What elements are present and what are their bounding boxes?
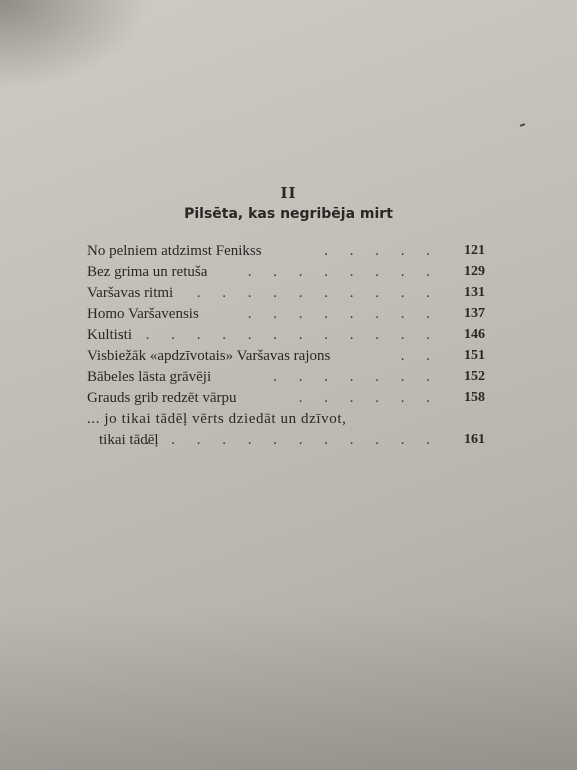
toc-entry (87, 306, 487, 327)
toc-entry-title: Varšavas ritmi (87, 285, 174, 301)
toc-entry-title: No pelniem atdzimst Fenikss (87, 243, 262, 259)
toc-entry (87, 369, 487, 390)
toc-leader-dots: . . . . . . . . . . (196, 285, 439, 301)
toc-entry-title: ... jo tikai tādēļ vērts dziedāt un dzīvot, (87, 411, 347, 427)
corner-shadow (0, 0, 150, 90)
toc-page-number: 152 (464, 369, 485, 384)
toc-entry-title: Bābeles lāsta grāvēji (87, 369, 212, 385)
toc-leader-dots: . . (400, 348, 439, 364)
toc-leader-dots: . . . . . . . . (247, 306, 439, 322)
section-number: II (280, 184, 297, 202)
toc-page-number: 151 (464, 348, 485, 363)
toc-entry-title: Homo Varšavensis (87, 306, 199, 322)
toc-page-number: 129 (464, 264, 485, 279)
table-of-contents (87, 243, 487, 453)
toc-entry (87, 348, 487, 369)
toc-entry (87, 390, 487, 411)
toc-entry-title: Grauds grib redzēt vārpu (87, 390, 237, 406)
toc-entry-title: Bez grima un retuša (87, 264, 208, 280)
toc-leader-dots: . . . . . (324, 243, 439, 259)
toc-page-number: 137 (464, 306, 485, 321)
toc-entry-title: Visbiežāk «apdzīvotais» Varšavas rajons (87, 348, 331, 364)
toc-page-number: 131 (464, 285, 485, 300)
toc-leader-dots: . . . . . . (298, 390, 439, 406)
toc-entry (87, 327, 487, 348)
toc-leader-dots: . . . . . . . . . . . . (145, 432, 439, 448)
toc-entry-title: Kultisti (87, 327, 133, 343)
toc-entry (87, 264, 487, 285)
toc-leader-dots: . . . . . . . (273, 369, 439, 385)
section-title: Pilsēta, kas negribēja mirt (184, 206, 393, 222)
toc-entry (87, 285, 487, 306)
toc-page-number: 161 (464, 432, 485, 447)
toc-leader-dots: . . . . . . . . (247, 264, 439, 280)
toc-leader-dots: . . . . . . . . . . . . . (120, 327, 439, 343)
toc-entry (87, 243, 487, 264)
toc-entry-title: tikai tādēļ (99, 432, 159, 448)
toc-page-number: 121 (464, 243, 485, 258)
paper-speck (520, 123, 525, 127)
toc-page-number: 158 (464, 390, 485, 405)
toc-entry (87, 411, 487, 432)
toc-entry (87, 432, 487, 453)
bottom-shadow (0, 610, 577, 770)
toc-page-number: 146 (464, 327, 485, 342)
